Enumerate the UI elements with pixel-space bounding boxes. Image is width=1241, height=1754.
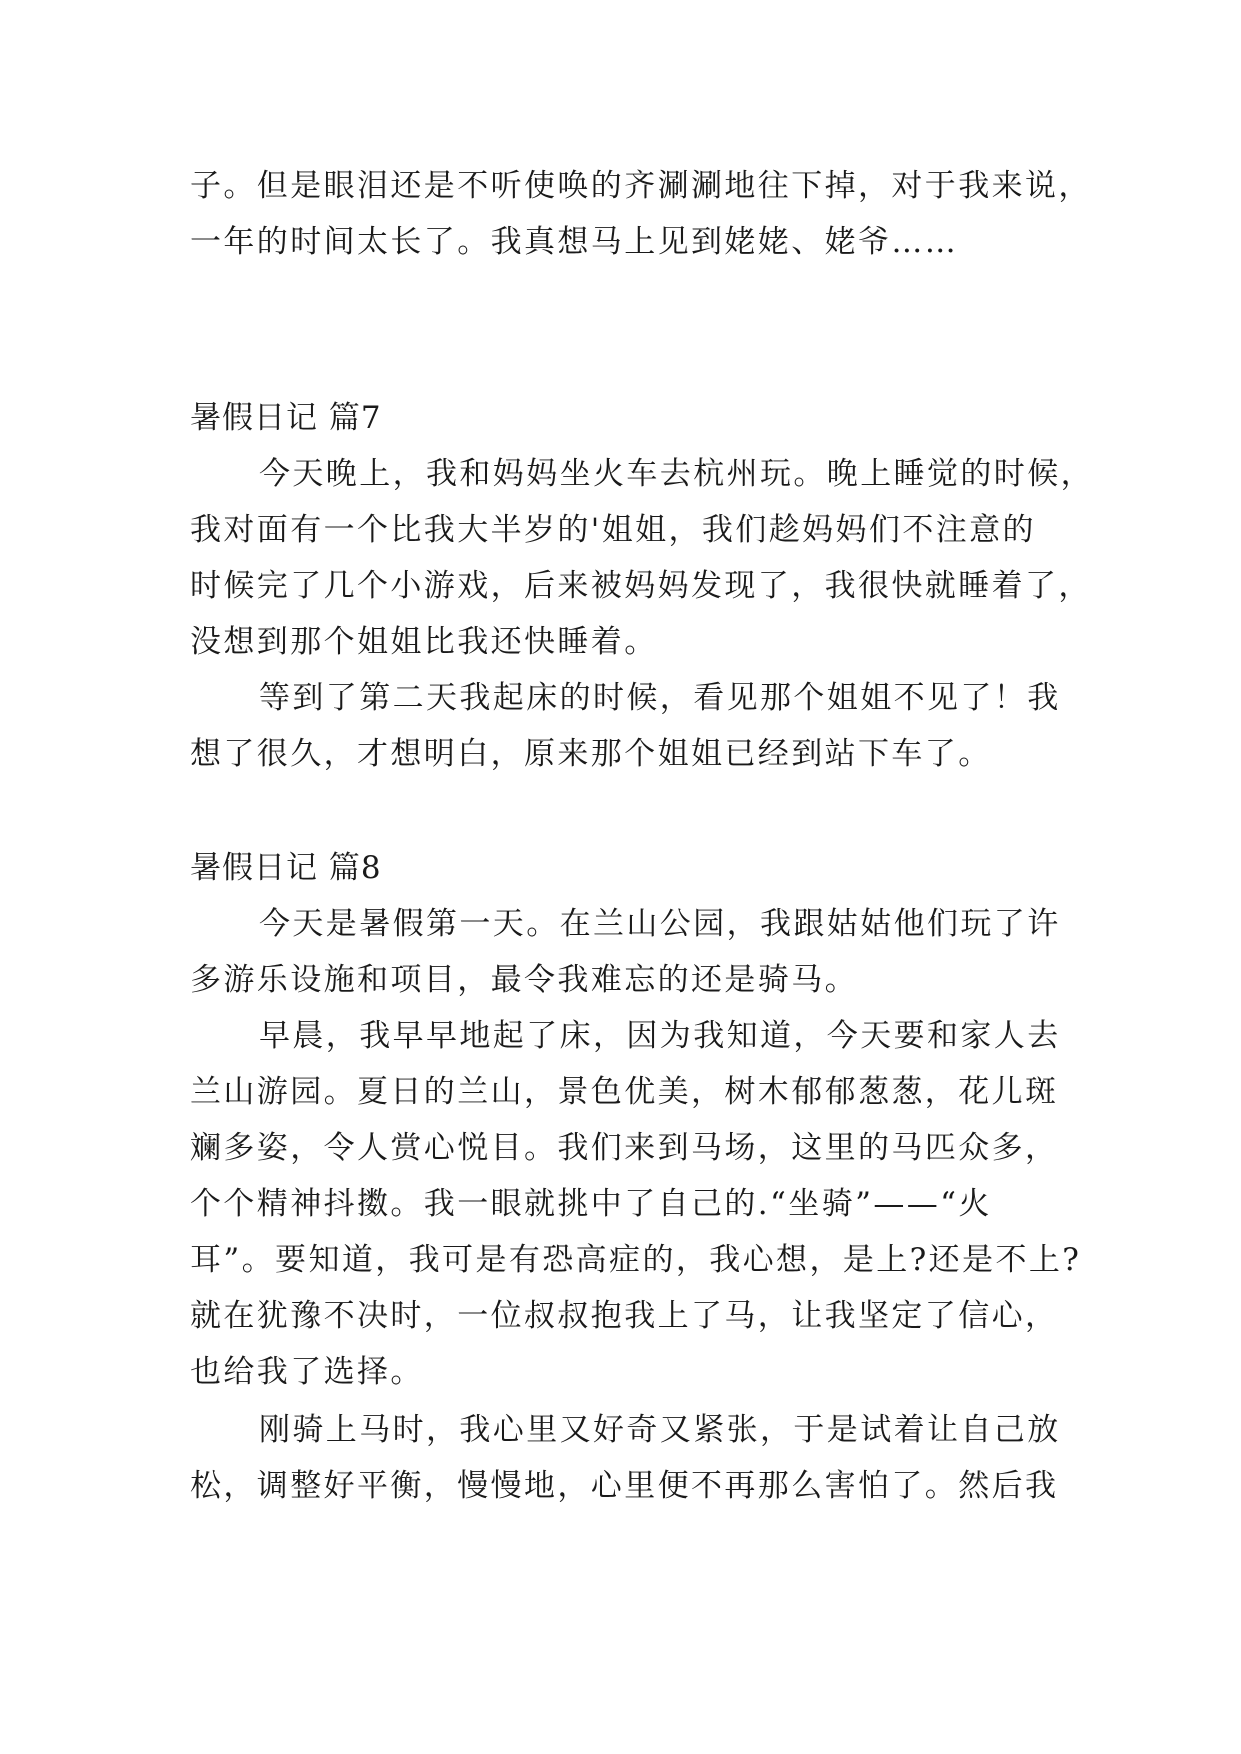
paragraph-line: 兰山游园。夏日的兰山，景色优美，树木郁郁葱葱，花儿斑 [190,1074,1059,1110]
paragraph-line: 时候完了几个小游戏，后来被妈妈发现了，我很快就睡着了， [190,568,1092,604]
section-heading: 暑假日记 篇8 [190,850,382,886]
paragraph-line: 一年的时间太长了。我真想马上见到姥姥、姥爷…… [190,224,959,260]
paragraph-line: 就在犹豫不决时，一位叔叔抱我上了马，让我坚定了信心， [190,1298,1059,1334]
paragraph-line: 个个精神抖擞。我一眼就挑中了自己的.“坐骑”——“火 [190,1186,992,1222]
paragraph-line: 多游乐设施和项目，最令我难忘的还是骑马。 [190,962,858,998]
paragraph-line: 我对面有一个比我大半岁的'姐姐，我们趁妈妈们不注意的 [190,512,1036,548]
paragraph-line: 早晨，我早早地起了床，因为我知道，今天要和家人去 [259,1018,1061,1054]
paragraph-line: 等到了第二天我起床的时候，看见那个姐姐不见了！我 [259,680,1061,716]
paragraph-line: 耳”。要知道，我可是有恐高症的，我心想，是上?还是不上? [190,1242,1082,1278]
paragraph-line: 松，调整好平衡，慢慢地，心里便不再那么害怕了。然后我 [190,1468,1059,1504]
paragraph-line: 想了很久，才想明白，原来那个姐姐已经到站下车了。 [190,736,992,772]
section-heading: 暑假日记 篇7 [190,400,382,436]
paragraph-line: 也给我了选择。 [190,1354,424,1390]
paragraph-line: 没想到那个姐姐比我还快睡着。 [190,624,658,660]
paragraph-line: 子。但是眼泪还是不听使唤的齐涮涮地往下掉，对于我来说， [190,168,1092,204]
paragraph-line: 刚骑上马时，我心里又好奇又紧张，于是试着让自己放 [259,1412,1061,1448]
paragraph-line: 斓多姿，令人赏心悦目。我们来到马场，这里的马匹众多， [190,1130,1059,1166]
paragraph-line: 今天是暑假第一天。在兰山公园，我跟姑姑他们玩了许 [259,906,1061,942]
paragraph-line: 今天晚上，我和妈妈坐火车去杭州玩。晚上睡觉的时候， [259,456,1094,492]
